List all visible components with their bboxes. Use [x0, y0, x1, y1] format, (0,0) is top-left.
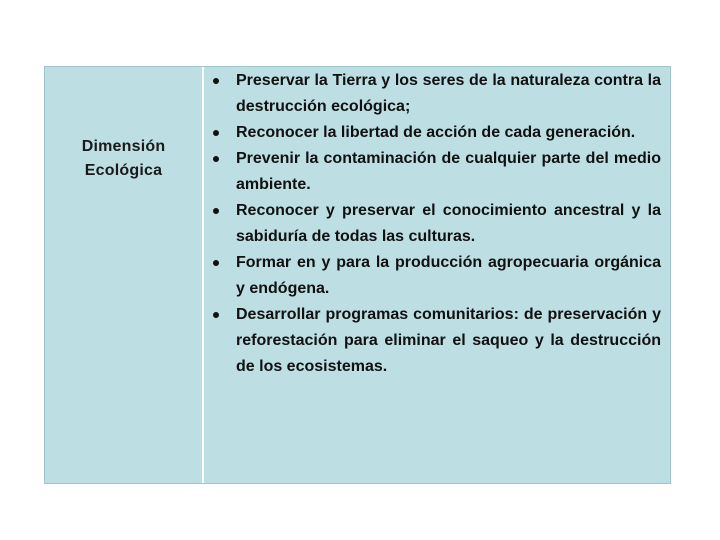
dimension-label-line-2: Ecológica — [84, 162, 163, 179]
dimension-label-line-1: Dimensión — [81, 138, 166, 155]
list-item-text: Desarrollar programas comunitarios: de preservación y reforestación para eliminar el saqueo y la destrucción de los ecosistemas. — [236, 306, 661, 375]
bullet-dot-icon — [213, 260, 219, 266]
bullet-dot-icon — [213, 130, 219, 136]
list-item-text: Prevenir la contaminación de cualquier parte del medio ambiente. — [236, 150, 661, 193]
bullet-dot-icon — [213, 312, 219, 318]
content-cell — [204, 67, 670, 380]
bullet-dot-icon — [213, 78, 219, 84]
list-item — [204, 120, 661, 146]
list-item-text: Reconocer la libertad de acción de cada generación. — [236, 124, 636, 141]
list-item-text: Reconocer y preservar el conocimiento ancestral y la sabiduría de todas las culturas. — [236, 202, 661, 245]
list-item — [204, 68, 661, 120]
bullet-list — [204, 68, 661, 380]
bullet-dot-icon — [213, 156, 219, 162]
dimension-label-cell — [45, 135, 202, 183]
list-item — [204, 250, 661, 302]
list-item — [204, 198, 661, 250]
list-item — [204, 146, 661, 198]
list-item-text: Formar en y para la producción agropecuaria orgánica y endógena. — [236, 254, 661, 297]
list-item — [204, 302, 661, 380]
list-item-text: Preservar la Tierra y los seres de la naturaleza contra la destrucción ecológica; — [236, 72, 661, 115]
dimension-table — [44, 66, 671, 484]
bullet-dot-icon — [213, 208, 219, 214]
